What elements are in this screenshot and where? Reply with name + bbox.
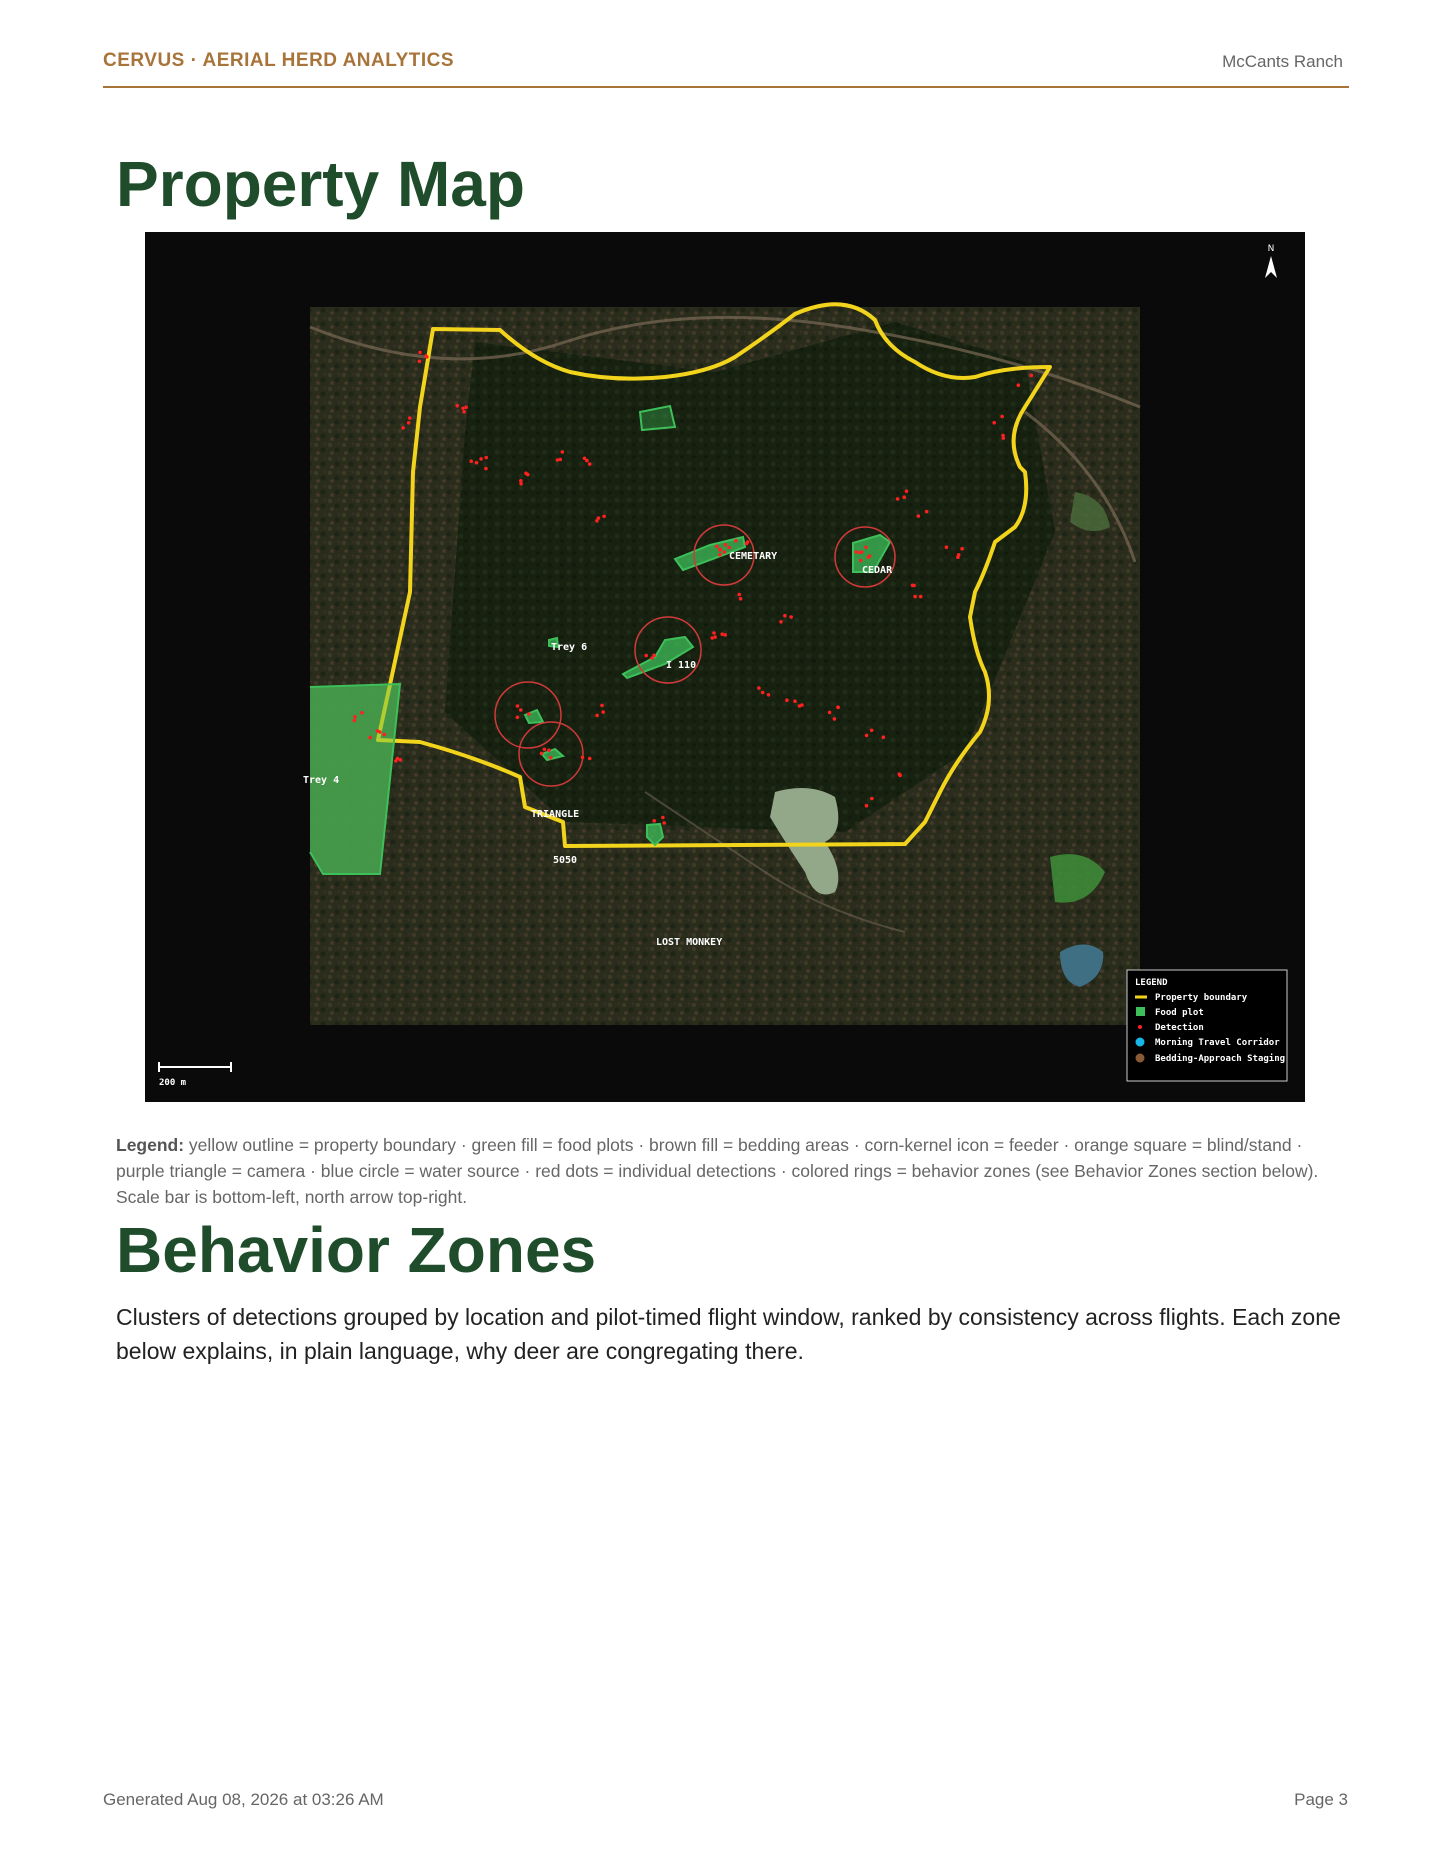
detection-dot [898, 774, 902, 778]
zone-label-triangle: TRIANGLE [531, 809, 580, 820]
legend-item-bedding-staging: Bedding-Approach Staging [1155, 1054, 1286, 1064]
detection-dot [543, 748, 547, 752]
legend-caption-label: Legend: [116, 1135, 185, 1155]
detection-dot [956, 555, 960, 559]
detection-dot [462, 410, 466, 414]
detection-dot [836, 706, 840, 710]
detection-dot [407, 421, 411, 425]
detection-dot [585, 459, 589, 463]
detection-dot [945, 545, 949, 549]
north-arrow-icon [1265, 256, 1277, 278]
detection-dot [712, 631, 716, 635]
detection-dot [715, 545, 719, 549]
page-header [103, 46, 1349, 88]
detection-dot [360, 711, 364, 715]
detection-dot [581, 756, 585, 760]
detection-dot [469, 459, 473, 463]
detection-dot [396, 757, 400, 761]
detection-dot [911, 584, 915, 588]
detection-dot [1001, 434, 1005, 438]
detection-dot [713, 635, 717, 639]
north-arrow [1265, 244, 1277, 278]
detection-dot [718, 553, 722, 557]
detection-dot [858, 551, 862, 555]
detection-dot [720, 632, 724, 636]
zone-label-cedar: CEDAR [862, 565, 893, 576]
detection-dot [718, 547, 722, 551]
detection-dot [378, 730, 382, 734]
detection-dot [757, 686, 761, 690]
detection-dot [475, 461, 479, 465]
detection-dot [854, 550, 858, 554]
detection-dot [424, 354, 428, 358]
detection-dot [1000, 415, 1004, 419]
scale-bar [159, 1062, 231, 1088]
detection-dot [1030, 374, 1034, 378]
detection-dot [418, 360, 422, 364]
detection-dot [779, 620, 783, 624]
detection-dot [650, 656, 654, 660]
scale-label: 200 m [159, 1078, 187, 1088]
detection-dot [519, 708, 523, 712]
detection-dot [484, 467, 488, 471]
detection-dot [789, 615, 793, 619]
detection-dot [833, 717, 837, 721]
detection-dot [905, 489, 909, 493]
brand-name: CERVUS · AERIAL HERD ANALYTICS [103, 50, 455, 71]
detection-dot [408, 416, 412, 420]
detection-dot [588, 462, 592, 466]
map-legend [1127, 970, 1287, 1081]
north-label: N [1267, 244, 1275, 254]
detection-dot [865, 804, 869, 808]
detection-dot [561, 450, 565, 454]
detection-dot [595, 519, 599, 523]
detection-dot [913, 595, 917, 599]
detection-dot [602, 515, 606, 519]
legend-swatch-detection [1138, 1025, 1142, 1029]
detection-dot [734, 539, 738, 543]
detection-dot [919, 595, 923, 599]
detection-dot [601, 710, 605, 714]
detection-dot [738, 593, 742, 597]
detection-dot [867, 556, 871, 560]
property-name: McCants Ranch [1222, 52, 1343, 71]
property-map-title: Property Map [116, 148, 525, 220]
zone-label-5050: 5050 [553, 855, 578, 866]
detection-dot [595, 714, 599, 718]
detection-dot [793, 699, 797, 703]
legend-swatch-food-plot [1136, 1007, 1145, 1016]
detection-dot [767, 693, 771, 697]
legend-title: LEGEND [1135, 978, 1168, 988]
detection-dot [864, 546, 868, 550]
detection-dot [661, 816, 665, 820]
detection-dot [992, 421, 996, 425]
detection-dot [519, 479, 523, 483]
legend-item-boundary: Property boundary [1155, 993, 1248, 1003]
detection-dot [484, 456, 488, 460]
legend-caption-text: yellow outline = property boundary · green fill = food plots · brown fill = bedding areas · corn-kernel icon = feeder · orange square = blind/stand · purple triangle = camera · blue circle = water source · red dots = individual detections · colored rings = behavior zones (see Behavior Zones section below). Scale bar is bottom-left, north arrow top-right. [116, 1135, 1319, 1207]
detection-dot [917, 514, 921, 518]
detection-dot [401, 426, 405, 430]
detection-dot [479, 457, 483, 461]
detection-dot [783, 614, 787, 618]
behavior-zones-intro: Clusters of detections grouped by location and pilot-timed flight window, ranked by consistency across flights. Each zone below explains, in plain language, why deer are congregating there. [116, 1304, 1341, 1364]
page-number: Page 3 [1294, 1790, 1348, 1809]
legend-caption [116, 1132, 1332, 1210]
detection-dot [727, 546, 731, 550]
zone-label-trey4: Trey 4 [303, 775, 340, 786]
detection-dot [723, 550, 727, 554]
zone-label-cemetary: CEMETARY [729, 551, 778, 562]
detection-dot [526, 473, 530, 477]
detection-dot [547, 749, 551, 753]
detection-dot [925, 510, 929, 514]
detection-dot [353, 719, 357, 723]
detection-dot [559, 458, 563, 462]
detection-dot [785, 698, 789, 702]
detection-dot [644, 654, 648, 658]
detection-dot [527, 712, 531, 716]
detection-dot [865, 734, 869, 738]
legend-item-food-plot: Food plot [1155, 1008, 1204, 1018]
zone-label-trey6: Trey 6 [551, 642, 588, 653]
generated-timestamp: Generated Aug 08, 2026 at 03:26 AM [103, 1790, 384, 1809]
detection-dot [1017, 383, 1021, 387]
legend-swatch-morning-corridor [1136, 1038, 1145, 1047]
detection-dot [455, 404, 459, 408]
detection-dot [800, 703, 804, 707]
detection-dot [418, 351, 422, 355]
map-canvas [145, 232, 1305, 1102]
detection-dot [828, 711, 832, 715]
zone-label-lost-monkey: LOST MONKEY [656, 937, 723, 948]
detection-dot [859, 559, 863, 563]
detection-dot [600, 704, 604, 708]
detection-dot [368, 736, 372, 740]
detection-dot [464, 405, 468, 409]
detection-dot [761, 691, 765, 695]
behavior-zones-title: Behavior Zones [116, 1214, 597, 1286]
detection-dot [746, 540, 750, 544]
detection-dot [960, 547, 964, 551]
detection-dot [516, 704, 520, 708]
legend-swatch-bedding-staging [1136, 1054, 1145, 1063]
detection-dot [516, 716, 520, 720]
detection-dot [902, 495, 906, 499]
detection-dot [870, 729, 874, 733]
legend-item-detection: Detection [1155, 1023, 1204, 1033]
satellite-imagery [310, 307, 1140, 1025]
detection-dot [724, 543, 728, 547]
detection-dot [723, 633, 727, 637]
detection-dot [662, 821, 666, 825]
detection-dot [549, 756, 553, 760]
detection-dot [739, 597, 743, 601]
detection-dot [540, 752, 544, 756]
zone-label-i110: I 110 [666, 660, 697, 671]
detection-dot [461, 407, 465, 411]
detection-dot [652, 819, 656, 823]
detection-dot [383, 733, 387, 737]
legend-item-morning-corridor: Morning Travel Corridor [1155, 1038, 1280, 1048]
detection-dot [870, 797, 874, 801]
property-map[interactable] [145, 232, 1305, 1102]
detection-dot [353, 715, 357, 719]
detection-dot [588, 757, 592, 761]
detection-dot [882, 735, 886, 739]
detection-dot [896, 497, 900, 501]
